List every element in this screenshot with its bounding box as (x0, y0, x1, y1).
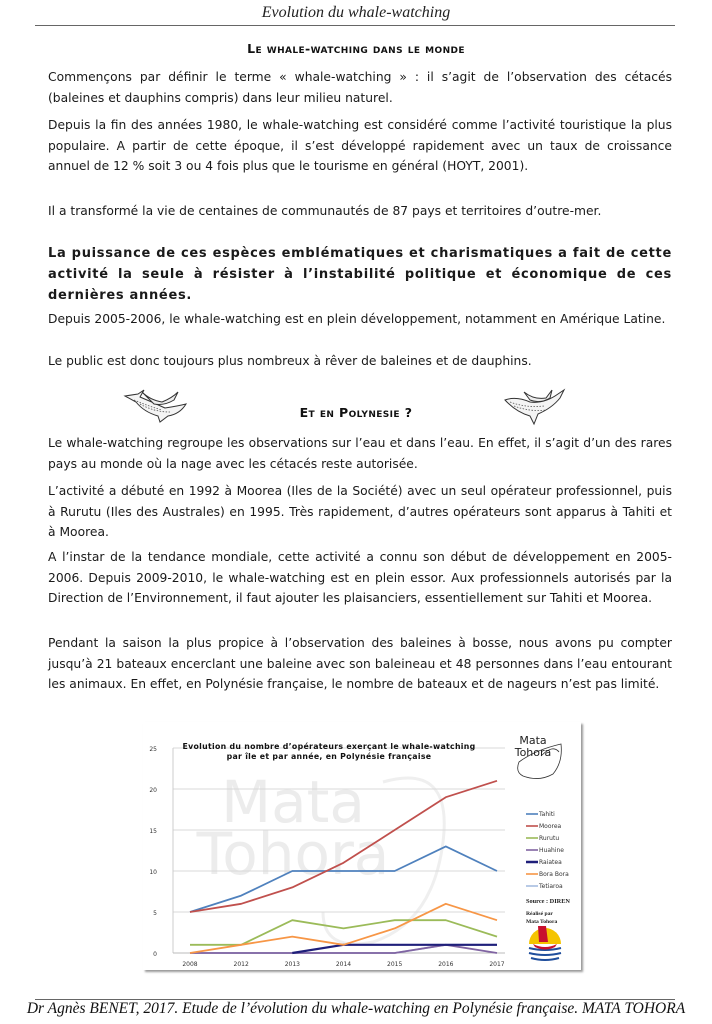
emblem-lower (529, 944, 561, 960)
x-tick-label: 2012 (233, 961, 249, 968)
y-tick-label: 10 (149, 869, 157, 876)
paragraph: A l’instar de la tendance mondiale, cette activité a connu son début de développement en 2005-2006. Depuis 2009-2010, le whale-watching est en plein essor. Aux professionnels autorisés par la Direction de l’Environnement, il faut ajouter les plaisanciers, essentiellement sur Tahiti et Moorea. (48, 550, 672, 605)
x-tick-label: 2017 (489, 961, 505, 968)
footer-citation: Dr Agnès BENET, 2017. Etude de l’évolution du whale-watching en Polynésie française. MATA TOHORA (26, 1000, 686, 1017)
y-tick-label: 15 (149, 828, 157, 835)
series-line-rurutu (190, 920, 497, 945)
chart-annotation: Source : DIREN (526, 898, 570, 905)
chart-title: Evolution du nombre d’opérateurs exerçant le whale-watching (182, 742, 476, 751)
line-chart (143, 722, 581, 970)
legend-label: Tahiti (539, 811, 555, 818)
paragraph: Depuis 2005-2006, le whale-watching est en plein développement, notamment en Amérique Latine. (48, 312, 666, 326)
legend-label: Rurutu (539, 835, 560, 842)
running-header: Evolution du whale-watching (261, 4, 451, 21)
section-title-polynesie: Et en Polynesie ? (299, 405, 413, 420)
paragraph: Commençons par définir le terme « whale-watching » : il s’agit de l’observation des cétacés (baleines et dauphins compris) dans leur milieu naturel. (48, 70, 672, 105)
chart-annotation: Réalisé par (526, 911, 553, 917)
legend-label: Huahine (539, 847, 564, 854)
legend-label: Tetiaroa (539, 883, 563, 890)
x-tick-label: 2014 (335, 961, 352, 968)
y-tick-label: 20 (149, 787, 157, 794)
y-tick-label: 5 (153, 910, 157, 917)
x-tick-label: 2016 (438, 961, 454, 968)
legend-label: Raiatea (539, 859, 562, 866)
y-tick-label: 0 (153, 951, 157, 958)
legend-label: Moorea (539, 823, 562, 830)
x-tick-label: 2008 (182, 961, 198, 968)
section-title-monde: Le whale-watching dans le monde (247, 41, 465, 56)
x-tick-label: 2013 (284, 961, 300, 968)
chart-image (143, 722, 581, 970)
paragraph: Il a transformé la vie de centaines de communautés de 87 pays et territoires d’outre-mer. (48, 204, 602, 218)
mata-tohora-logo (514, 734, 562, 779)
paragraph: Le whale-watching regroupe les observations sur l’eau et dans l’eau. En effet, il s’agit d’un des rares pays au monde où la nage avec les cétacés reste autorisée. (48, 436, 672, 471)
header-rule (35, 25, 675, 26)
chart-title: par île et par année, en Polynésie française (226, 752, 432, 761)
legend-label: Bora Bora (539, 871, 569, 878)
logo-text: Mata (519, 734, 547, 747)
watermark-text: Mata (221, 768, 365, 836)
polynesia-emblem (529, 926, 561, 960)
paragraph: L’activité a débuté en 1992 à Moorea (Iles de la Société) avec un seul opérateur professionnel, puis à Rurutu (Iles des Australes) en 1995. Très rapidement, d’autres opérateurs sont apparus à Tahiti et à Moorea. (48, 484, 672, 539)
paragraph: Depuis la fin des années 1980, le whale-watching est considéré comme l’activité touristique la plus populaire. A partir de cette époque, il s’est développé rapidement avec un taux de croissance annuel de 12 % soit 3 ou 4 fois plus que le tourisme en général (HOYT, 2001). (48, 118, 672, 173)
chart-watermark (196, 768, 445, 944)
logo-text: Tohora (514, 746, 552, 759)
watermark-text: Tohora (196, 820, 390, 888)
chart-legend (526, 811, 569, 890)
paragraph: Pendant la saison la plus propice à l’observation des baleines à bosse, nous avons pu compter jusqu’à 21 bateaux encerclant une baleine avec son baleineau et 48 personnes dans l’eau entourant les animaux. En effet, en Polynésie française, le nombre de bateaux et de nageurs n’est pas limité. (48, 636, 672, 691)
chart-annotation: Mata Tohora (526, 919, 558, 925)
paragraph: Le public est donc toujours plus nombreux à rêver de baleines et de dauphins. (48, 354, 532, 368)
x-tick-label: 2015 (387, 961, 403, 968)
emphasis-paragraph: La puissance de ces espèces emblématiques et charismatiques a fait de cette activité la seule à résister à l’instabilité politique et économique de ces dernières années. (48, 246, 672, 303)
y-tick-label: 25 (149, 746, 157, 753)
